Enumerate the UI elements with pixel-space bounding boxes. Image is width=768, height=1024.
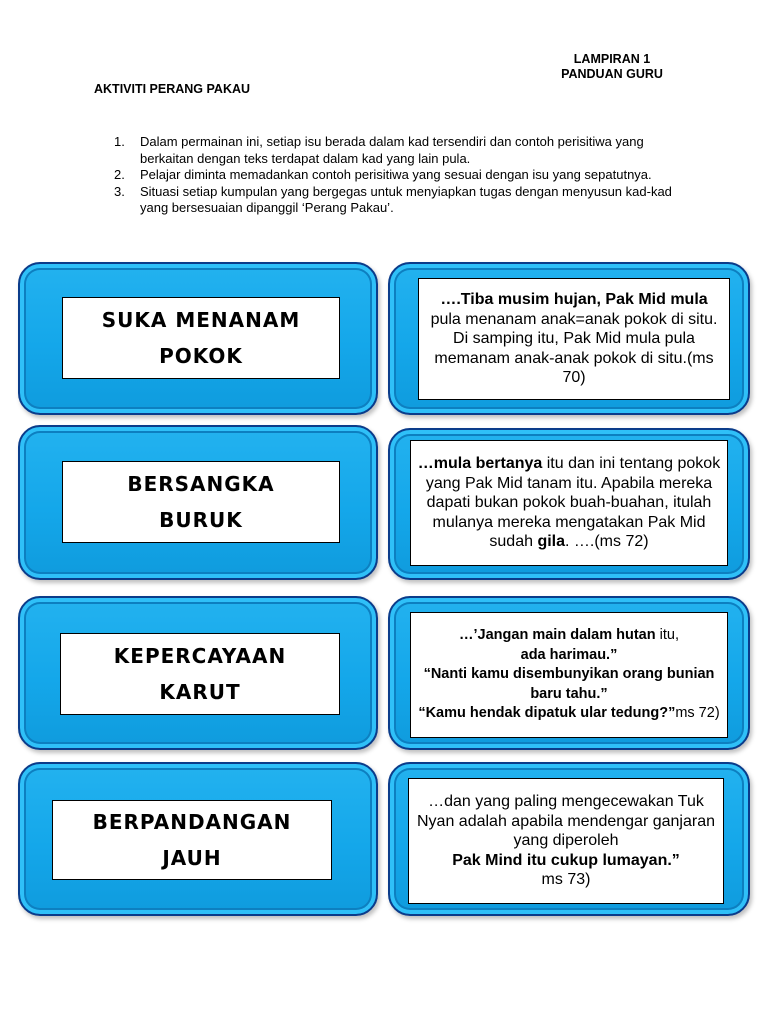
issue-label-box <box>62 461 340 543</box>
issue-label: SUKA MENANAM POKOK <box>101 308 301 368</box>
event-text-box <box>418 278 730 400</box>
issue-label-box <box>60 633 340 715</box>
event-text-box <box>410 612 728 738</box>
event-card[interactable] <box>388 428 750 580</box>
event-card[interactable] <box>388 262 750 415</box>
issue-label: BERSANGKA BURUK <box>127 472 275 532</box>
instruction-number: 2. <box>114 167 125 182</box>
event-text-box <box>408 778 724 904</box>
event-text-bold: …mula bertanya <box>417 455 543 473</box>
event-text-end: ms 73) <box>541 871 591 889</box>
event-text-box <box>410 440 728 566</box>
event-card[interactable] <box>388 596 750 750</box>
instruction-number: 1. <box>114 134 125 149</box>
instruction-text: Situasi setiap kumpulan yang bergegas untuk menyiapkan tugas dengan menyusun kad-kad yang bersesuaian dipanggil ‘Perang Pakau’. <box>140 183 672 215</box>
event-text: itu, <box>655 627 679 644</box>
event-text: itu dan ini tentang pokok yang Pak Mid tanam itu. Apabila mereka dapati bukan pokok buah-buahan, itulah mulanya mereka mengatakan Pak Mid sudah <box>425 455 721 551</box>
event-text-end: . ….(ms 72) <box>565 533 649 551</box>
event-text: pula menanam anak=anak pokok di situ. Di samping itu, Pak Mid mula pula memanam anak-anak pokok di situ.(ms 70) <box>430 310 718 387</box>
page-title: AKTIVITI PERANG PAKAU <box>94 82 251 96</box>
event-card[interactable] <box>388 762 750 916</box>
event-text-dialogue: ada harimau.” “Nanti kamu disembunyikan orang bunian baru tahu.” “Kamu hendak dipatuk ular tedung?” <box>418 646 715 722</box>
event-text-end: ms 72) <box>675 705 720 722</box>
instruction-text: Pelajar diminta memadankan contoh perisitiwa yang sesuai dengan isu yang sepatutnya. <box>140 167 652 182</box>
event-text-bold-2: gila <box>537 533 566 551</box>
instruction-text: Dalam permainan ini, setiap isu berada dalam kad tersendiri dan contoh perisitiwa yang berkaitan dengan teks terdapat dalam kad yang lain pula. <box>140 134 644 166</box>
teacher-guide-label: PANDUAN GURU <box>561 67 663 81</box>
event-text-bold: …’Jangan main dalam hutan <box>459 627 656 644</box>
appendix-label <box>548 52 676 82</box>
event-text-bold: ….Tiba musim hujan, Pak Mid mula <box>440 291 708 309</box>
issue-label-box <box>62 297 340 379</box>
issue-card[interactable] <box>18 762 378 916</box>
instruction-number: 3. <box>114 183 125 199</box>
event-text: …dan yang paling mengecewakan Tuk Nyan adalah apabila mendengar ganjaran yang diperoleh <box>417 793 715 850</box>
event-text-bold: Pak Mind itu cukup lumayan.” <box>452 851 680 869</box>
issue-card[interactable] <box>18 262 378 415</box>
instruction-item <box>110 134 680 167</box>
instruction-item <box>110 167 680 184</box>
issue-label-box <box>52 800 332 880</box>
issue-label: BERPANDANGAN JAUH <box>92 810 292 870</box>
instruction-item <box>110 184 680 217</box>
issue-label: KEPERCAYAAN KARUT <box>113 644 287 704</box>
issue-card[interactable] <box>18 425 378 580</box>
appendix-number: LAMPIRAN 1 <box>573 52 651 66</box>
instruction-list <box>110 134 680 217</box>
issue-card[interactable] <box>18 596 378 750</box>
